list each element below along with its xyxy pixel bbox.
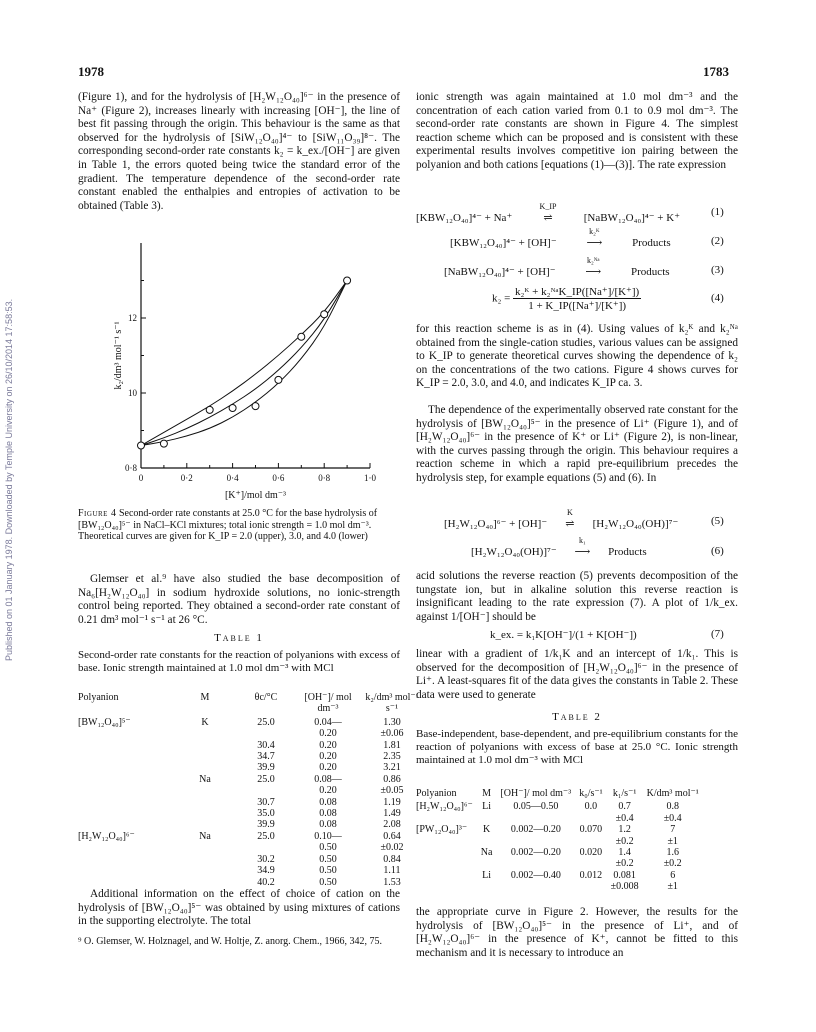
right-paragraph-3: The dependence of the experimentally observed rate constant for the hydrolysis of [BW₁₂O₄₀]⁵⁻ in the presence of Li⁺ (Figure 1), and of [H₂W₁₂O₄₀]⁶⁻ in the presence of K⁺ or Li⁺ (Figure 2), is non-linear, with the curves passing through the origin. This behaviour requires a reaction scheme in which a rapid pre-equilibrium precedes the hydrolysis step, for example equations (5) and (6). In bbox=[416, 404, 738, 484]
table-cell: Li bbox=[482, 869, 492, 881]
equation-5-number: (5) bbox=[711, 515, 724, 527]
table-cell: 30.4 bbox=[257, 739, 275, 751]
table-cell bbox=[236, 842, 296, 853]
table-cell: 35.0 bbox=[257, 808, 275, 820]
right-arrow-icon: ⟶ bbox=[586, 237, 603, 249]
table-cell: 0.84 bbox=[383, 853, 401, 865]
table-row bbox=[74, 774, 424, 785]
table-1-header-cell: θc/°C bbox=[254, 692, 278, 703]
table-cell bbox=[496, 836, 575, 847]
table-2-header-cell: k₀/s⁻¹ bbox=[579, 788, 603, 799]
table-cell: [BW₁₂O₄₀]⁵⁻ bbox=[78, 716, 131, 728]
table-cell bbox=[74, 751, 174, 762]
eq5-left: [H₂W₁₂O₄₀]⁶⁻ + [OH]⁻ bbox=[444, 518, 548, 530]
theory-curve-2 bbox=[141, 281, 347, 446]
table-cell bbox=[412, 847, 477, 858]
table-cell: Na bbox=[199, 773, 211, 785]
table-cell bbox=[236, 728, 296, 739]
equation-2 bbox=[450, 227, 671, 249]
table-cell bbox=[74, 797, 174, 808]
table-cell: 0.50 bbox=[319, 853, 337, 865]
table-1-title: Table 1 bbox=[214, 632, 264, 644]
table-cell: 0.20 bbox=[319, 762, 337, 774]
table-2-header-cell: M bbox=[482, 788, 492, 799]
table-row bbox=[74, 865, 424, 876]
table-cell: ±0.4 bbox=[663, 812, 682, 824]
table-cell bbox=[236, 785, 296, 796]
page-number: 1783 bbox=[703, 64, 729, 79]
right-paragraph-4: acid solutions the reverse reaction (5) prevents decomposition of the tungstate ion, but in alkaline solution this reverse reaction is insignificant leading to the rate expression (7). A plot of 1/k_ex. against 1/[OH⁻] should be bbox=[416, 570, 738, 623]
table-cell: 6 bbox=[670, 869, 676, 881]
table-cell: 0.7 bbox=[618, 801, 631, 813]
figure-caption-text: Second-order rate constants at 25.0 °C for the base hydrolysis of [BW₁₂O₄₀]⁵⁻ in NaCl–KCl mixtures; total ionic strength = 1.0 mol dm⁻³. Theoretical curves are given for K_IP = 2.0 (upper), 3.0, and 4.0 (lower) bbox=[78, 508, 378, 543]
data-point bbox=[298, 333, 305, 340]
table-1-header-cell: M bbox=[200, 692, 210, 703]
table-cell bbox=[174, 808, 236, 819]
y-tick-label: 0·8 bbox=[125, 463, 137, 473]
y-tick-label: 12 bbox=[128, 313, 137, 323]
table-cell bbox=[412, 881, 477, 892]
right-paragraph-6: the appropriate curve in Figure 2. However, the results for the hydrolysis of [BW₁₂O₄₀]⁵⁻ in the presence of Li⁺, and of [H₂W₁₂O₄₀]⁶⁻ in the presence of K⁺, cannot be fitted to this mechanism and it is necessary to introduce an bbox=[416, 906, 738, 959]
table-row bbox=[74, 819, 424, 830]
table-cell bbox=[74, 808, 174, 819]
table-cell: 0.8 bbox=[666, 801, 679, 813]
table-cell: 0.081 bbox=[613, 869, 636, 881]
table-row bbox=[412, 813, 703, 824]
y-tick-label: 10 bbox=[128, 388, 137, 398]
table-row bbox=[74, 854, 424, 865]
eq4-denominator: 1 + K_IP([Na⁺]/[K⁺]) bbox=[528, 300, 627, 312]
table-cell: 30.7 bbox=[257, 796, 275, 808]
right-arrow-icon: ⟶ bbox=[574, 546, 591, 558]
table-cell: 2.35 bbox=[383, 751, 401, 763]
eq1-constant: K_IP bbox=[539, 202, 557, 211]
table-row bbox=[74, 797, 424, 808]
table-cell: 25.0 bbox=[257, 773, 275, 785]
equation-5 bbox=[444, 508, 678, 530]
download-stamp: Published on 01 January 1978. Downloaded by Temple University on 26/10/2014 17:58:53. bbox=[4, 298, 14, 661]
data-point bbox=[206, 406, 213, 413]
table-cell: 0.08 bbox=[319, 808, 337, 820]
table-cell bbox=[74, 865, 174, 876]
table-cell: 1.11 bbox=[383, 865, 401, 877]
table-cell: 0.50 bbox=[319, 865, 337, 877]
table-cell bbox=[174, 728, 236, 739]
eq6-left: [H₂W₁₂O₄₀(OH)]⁷⁻ bbox=[471, 546, 557, 558]
table-cell bbox=[477, 858, 497, 869]
table-row bbox=[74, 842, 424, 853]
table-1 bbox=[74, 692, 424, 888]
table-cell bbox=[174, 842, 236, 853]
eq3-left: [NaBW₁₂O₄₀]⁴⁻ + [OH]⁻ bbox=[444, 266, 556, 278]
left-paragraph-1: (Figure 1), and for the hydrolysis of [H₂W₁₂O₄₀]⁶⁻ in the presence of Na⁺ (Figure 2), increases linearly with increasing [OH⁻], the line of best fit passing through the origin. This behaviour is the same as that observed for the hydrolysis of [SiW₁₂O₄₀]⁴⁻ to [SiW₁₁O₃₉]⁸⁻. The corresponding second-order rate constants k₂ = k_ex./[OH⁻] are given in Table 1, the errors quoted being twice the standard error of the gradient. The temperature dependence of the second-order rate constant enabled the enthalpies and entropies of activation to be obtained (Table 3). bbox=[78, 91, 400, 212]
table-cell bbox=[477, 836, 497, 847]
table-cell bbox=[74, 842, 174, 853]
x-tick-label: 0·6 bbox=[272, 473, 285, 483]
table-row bbox=[412, 881, 703, 892]
table-cell bbox=[412, 813, 477, 824]
table-row bbox=[412, 801, 703, 812]
table-row bbox=[74, 740, 424, 751]
right-paragraph-1: ionic strength was again maintained at 1.0 mol dm⁻³ and the concentration of each cation varied from 0.1 to 0.9 mol dm⁻³. The second-order rate constants are shown in Figure 4. The simplest reaction scheme which can be proposed and is consistent with these experimental results involves competitive ion pairing between the polyanion and both cations [equations (1)—(3)]. The rate expression bbox=[416, 91, 738, 171]
table-cell bbox=[412, 858, 477, 869]
equation-7-number: (7) bbox=[711, 628, 724, 640]
table-2-caption: Base-independent, base-dependent, and pre-equilibrium constants for the reaction of polyanions with excess of base at 25.0 °C. Ionic strength maintained at 1.0 mol dm⁻³ with MCl bbox=[416, 728, 738, 766]
data-point bbox=[275, 376, 282, 383]
data-point bbox=[229, 405, 236, 412]
table-row bbox=[74, 751, 424, 762]
equation-4-number: (4) bbox=[711, 292, 724, 304]
table-cell: 1.19 bbox=[383, 796, 401, 808]
table-cell bbox=[74, 740, 174, 751]
table-cell bbox=[174, 785, 236, 796]
data-point bbox=[160, 440, 167, 447]
table-cell: 25.0 bbox=[257, 716, 275, 728]
table-1-header-cell: [OH⁻]/ mol dm⁻³ bbox=[304, 692, 352, 715]
table-row bbox=[412, 870, 703, 881]
table-row bbox=[74, 762, 424, 773]
figure-caption-lead: Figure 4 bbox=[78, 508, 117, 519]
table-cell: ±0.2 bbox=[615, 835, 634, 847]
table-row bbox=[74, 785, 424, 796]
table-cell bbox=[575, 858, 606, 869]
eq3-constant: k₂ᴺᵃ bbox=[586, 256, 600, 265]
table-cell bbox=[575, 813, 606, 824]
right-arrow-icon: ⟶ bbox=[585, 266, 602, 278]
table-cell: 40.2 bbox=[257, 876, 275, 888]
table-2-header-cell: [OH⁻]/ mol dm⁻³ bbox=[500, 788, 572, 799]
table-cell bbox=[496, 881, 575, 892]
table-1-header-cell: Polyanion bbox=[78, 692, 119, 703]
table-cell: 0.20 bbox=[319, 751, 337, 763]
equilibrium-arrow-icon: ⇌ bbox=[543, 212, 553, 224]
y-axis-label: k₂/dm³ mol⁻¹ s⁻¹ bbox=[113, 321, 124, 390]
x-tick-label: 0 bbox=[138, 473, 144, 483]
eq1-right: [NaBW₁₂O₄₀]⁴⁻ + K⁺ bbox=[583, 212, 680, 224]
table-2-header-cell: k₁/s⁻¹ bbox=[612, 788, 637, 799]
table-cell bbox=[496, 858, 575, 869]
table-cell: 0.002—0.20 bbox=[510, 847, 561, 859]
table-cell: 0.002—0.40 bbox=[510, 869, 561, 881]
table-cell bbox=[74, 774, 174, 785]
data-point bbox=[252, 403, 259, 410]
table-cell: 0.50 bbox=[319, 842, 337, 854]
theory-curve-1 bbox=[141, 281, 347, 446]
table-row bbox=[74, 728, 424, 739]
table-cell: K bbox=[482, 824, 491, 836]
table-cell: [PW₁₂O₄₀]³⁻ bbox=[416, 824, 468, 836]
table-cell: ±0.05 bbox=[380, 785, 404, 797]
equation-1 bbox=[416, 202, 680, 224]
table-cell: 0.0 bbox=[584, 801, 598, 813]
table-row bbox=[412, 858, 703, 869]
table-cell: ±0.06 bbox=[380, 728, 404, 740]
table-row bbox=[74, 877, 424, 888]
table-cell: Na bbox=[480, 847, 493, 859]
table-cell bbox=[74, 785, 174, 796]
table-cell: 0.08— bbox=[314, 773, 342, 785]
table-cell: 0.012 bbox=[579, 869, 603, 881]
eq5-right: [H₂W₁₂O₄₀(OH)]⁷⁻ bbox=[592, 518, 679, 530]
equation-3 bbox=[444, 256, 670, 278]
table-2-title: Table 2 bbox=[552, 711, 602, 723]
table-row bbox=[412, 824, 703, 835]
table-cell: 0.64 bbox=[383, 830, 401, 842]
table-cell: 1.4 bbox=[618, 847, 631, 859]
table-cell: [H₂W₁₂O₄₀]⁶⁻ bbox=[416, 801, 473, 813]
eq3-right: Products bbox=[631, 266, 670, 278]
table-cell: 3.21 bbox=[383, 762, 401, 774]
table-cell: 39.9 bbox=[257, 819, 275, 831]
table-cell bbox=[174, 797, 236, 808]
table-2 bbox=[412, 788, 703, 893]
eq2-right: Products bbox=[632, 237, 671, 249]
table-cell bbox=[575, 881, 606, 892]
table-cell: 39.9 bbox=[257, 762, 275, 774]
table-cell bbox=[174, 854, 236, 865]
eq1-left: [KBW₁₂O₄₀]⁴⁻ + Na⁺ bbox=[416, 212, 513, 224]
right-paragraph-2: for this reaction scheme is as in (4). Using values of k₂ᴷ and k₂ᴺᵃ obtained from the single-cation studies, various values can be assigned to K_IP to generate theoretical curves showing the dependence of k₂ on the concentrations of the two cations. Figure 4 shows curves for K_IP = 2.0, 3.0, and 4.0, and indicates K_IP ca. 3. bbox=[416, 323, 738, 390]
equilibrium-arrow-icon: ⇌ bbox=[565, 518, 575, 530]
eq4-numerator: k₂ᴷ + k₂ᴺᵃK_IP([Na⁺]/[K⁺]) bbox=[515, 286, 640, 298]
equation-2-number: (2) bbox=[711, 235, 724, 247]
table-2-header-cell: Polyanion bbox=[416, 788, 457, 799]
x-axis-label: [K⁺]/mol dm⁻³ bbox=[224, 490, 287, 501]
data-point bbox=[321, 311, 328, 318]
left-paragraph-3: Additional information on the effect of choice of cation on the hydrolysis of [BW₁₂O₄₀]⁵⁻ was obtained by using mixtures of cations in the supporting electrolyte. The total bbox=[78, 888, 400, 928]
table-cell: Na bbox=[199, 830, 211, 842]
table-cell: ±0.008 bbox=[610, 881, 639, 893]
table-cell bbox=[174, 751, 236, 762]
eq6-right: Products bbox=[608, 546, 647, 558]
table-1-header-cell: k₂/dm³ mol⁻¹ s⁻¹ bbox=[365, 692, 419, 715]
table-cell: 0.20 bbox=[319, 739, 337, 751]
table-row bbox=[412, 836, 703, 847]
table-cell: 0.020 bbox=[579, 847, 603, 859]
table-cell bbox=[74, 877, 174, 888]
x-tick-label: 0·8 bbox=[318, 473, 331, 483]
table-cell: 1.2 bbox=[618, 824, 631, 836]
table-cell: 30.2 bbox=[257, 853, 275, 865]
table-row bbox=[412, 847, 703, 858]
table-cell: Li bbox=[482, 801, 492, 813]
table-cell: 0.20 bbox=[319, 728, 337, 740]
table-cell: ±1 bbox=[667, 881, 678, 893]
x-tick-label: 1·0 bbox=[364, 473, 376, 483]
table-cell: 0.002—0.20 bbox=[510, 824, 561, 836]
table-cell bbox=[74, 819, 174, 830]
data-point bbox=[138, 442, 145, 449]
table-cell: 1.30 bbox=[383, 716, 401, 728]
table-cell: 25.0 bbox=[257, 830, 275, 842]
table-cell bbox=[412, 836, 477, 847]
table-cell: ±1 bbox=[667, 835, 678, 847]
eq4-lhs: k₂ = bbox=[492, 292, 511, 305]
equation-4 bbox=[492, 285, 641, 312]
table-row bbox=[74, 831, 424, 842]
eq5-constant: K bbox=[567, 508, 573, 517]
table-cell bbox=[74, 762, 174, 773]
eq6-constant: k₁ bbox=[578, 536, 586, 545]
eq2-left: [KBW₁₂O₄₀]⁴⁻ + [OH]⁻ bbox=[450, 237, 557, 249]
table-cell: 0.20 bbox=[319, 785, 337, 797]
table-cell: ±0.02 bbox=[380, 842, 404, 854]
data-point bbox=[344, 277, 351, 284]
table-cell bbox=[74, 728, 174, 739]
table-cell: 0.08 bbox=[319, 796, 337, 808]
table-cell: [H₂W₁₂O₄₀]⁶⁻ bbox=[78, 830, 135, 842]
figure-4-chart bbox=[108, 236, 398, 508]
figure-4-caption bbox=[78, 508, 400, 543]
table-cell: 0.86 bbox=[383, 773, 401, 785]
left-paragraph-2: Glemser et al.⁹ have also studied the base decomposition of Na₆[H₂W₁₂O₄₀] in sodium hydroxide solutions, no ionic-strength control being reported. They obtained a second-order rate constant of 0.21 dm³ mol⁻¹ s⁻¹ at 26 °C. bbox=[78, 573, 400, 626]
table-cell: 1.49 bbox=[383, 808, 401, 820]
equation-3-number: (3) bbox=[711, 264, 724, 276]
table-cell bbox=[575, 836, 606, 847]
theory-curve-3 bbox=[141, 281, 347, 446]
right-paragraph-5: linear with a gradient of 1/k₁K and an intercept of 1/k₁. This is observed for the decomposition of [H₂W₁₂O₄₀]⁶⁻ in the presence of Li⁺. A least-squares fit of the data gives the constants in Table 2. These data were used to generate bbox=[416, 648, 738, 701]
table-cell: 1.53 bbox=[383, 876, 401, 888]
table-cell bbox=[174, 819, 236, 830]
table-cell: 7 bbox=[670, 824, 676, 836]
x-tick-label: 0·2 bbox=[180, 473, 193, 483]
table-cell: 0.05—0.50 bbox=[513, 801, 559, 813]
table-cell bbox=[74, 854, 174, 865]
table-cell bbox=[477, 813, 497, 824]
table-cell bbox=[477, 881, 497, 892]
table-cell: K bbox=[201, 716, 209, 728]
table-cell bbox=[174, 762, 236, 773]
equation-1-number: (1) bbox=[711, 206, 724, 218]
table-2-header-cell: K/dm³ mol⁻¹ bbox=[646, 788, 699, 799]
table-cell bbox=[496, 813, 575, 824]
table-cell: ±0.4 bbox=[615, 812, 634, 824]
table-cell bbox=[174, 740, 236, 751]
table-cell: 1.81 bbox=[383, 739, 401, 751]
eq2-constant: k₂ᴷ bbox=[589, 227, 600, 236]
table-cell: 0.070 bbox=[579, 824, 603, 836]
table-cell bbox=[412, 870, 477, 881]
footnote-9: ⁹ O. Glemser, W. Holznagel, and W. Holtje, Z. anorg. Chem., 1966, 342, 75. bbox=[78, 936, 382, 947]
page-year: 1978 bbox=[78, 64, 104, 79]
equation-6 bbox=[471, 536, 647, 558]
table-cell bbox=[174, 877, 236, 888]
table-row bbox=[74, 808, 424, 819]
table-cell: 2.08 bbox=[383, 819, 401, 831]
equation-7: k_ex. = k₁K[OH⁻]/(1 + K[OH⁻]) bbox=[490, 629, 637, 641]
table-cell: 34.7 bbox=[257, 751, 275, 763]
table-cell: 0.08 bbox=[319, 819, 337, 831]
table-1-caption: Second-order rate constants for the reaction of polyanions with excess of base. Ionic strength maintained at 1.0 mol dm⁻³ with MCl bbox=[78, 649, 400, 674]
table-cell: 0.04— bbox=[314, 716, 342, 728]
table-cell: 0.10— bbox=[314, 830, 342, 842]
table-cell bbox=[174, 865, 236, 876]
x-tick-label: 0·4 bbox=[226, 473, 239, 483]
table-cell: 34.9 bbox=[257, 865, 275, 877]
equation-6-number: (6) bbox=[711, 545, 724, 557]
table-cell: ±0.2 bbox=[663, 858, 682, 870]
table-cell: 0.50 bbox=[319, 876, 337, 888]
table-cell: ±0.2 bbox=[615, 858, 634, 870]
table-cell: 1.6 bbox=[666, 847, 679, 859]
table-row bbox=[74, 717, 424, 728]
